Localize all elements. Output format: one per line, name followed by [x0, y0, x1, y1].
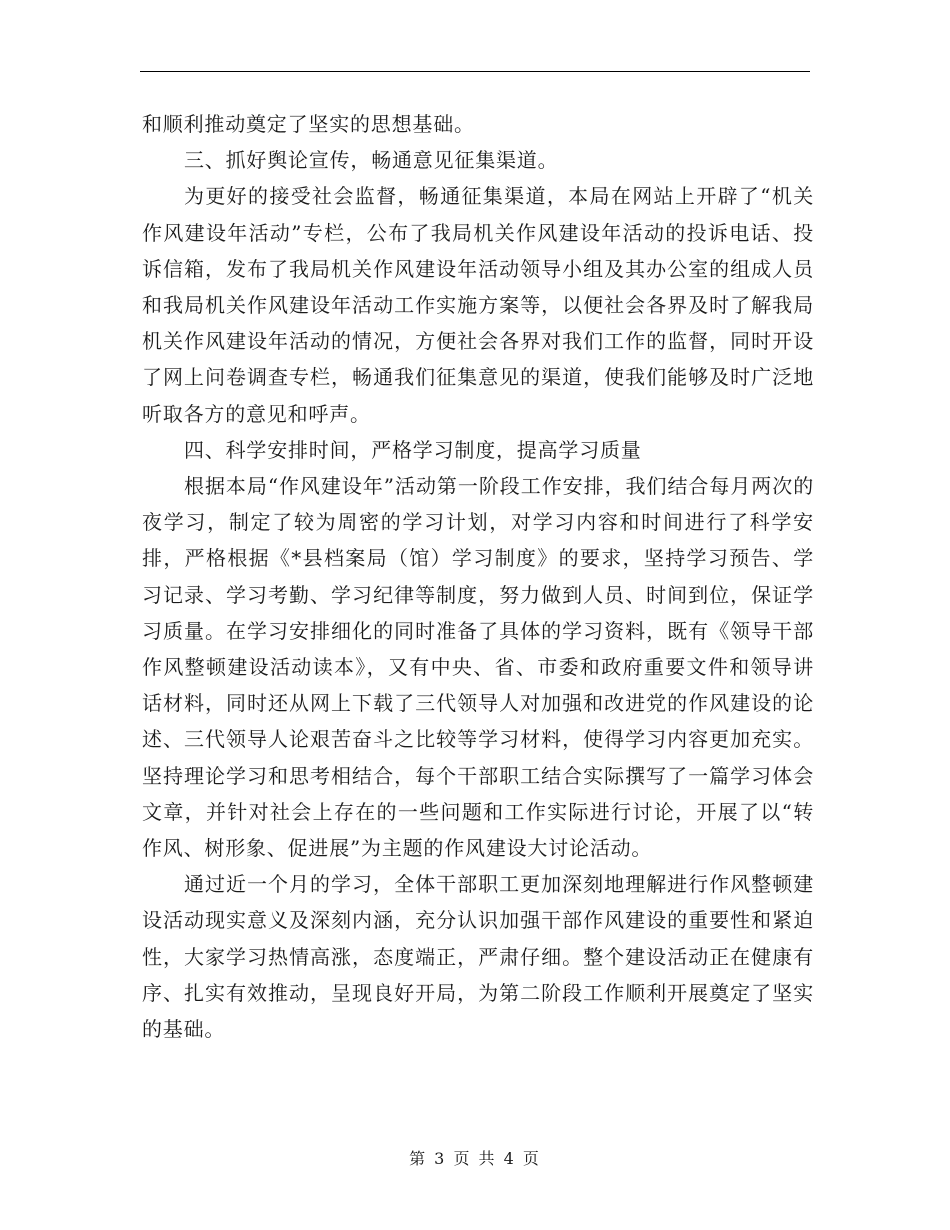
paragraph-public-supervision: 为更好的接受社会监督，畅通征集渠道，本局在网站上开辟了“机关作风建设年活动”专栏，公布了我局机关作风建设年活动的投诉电话、投诉信箱，发布了我局机关作风建设年活动领导小组及其办公室的组成人员和我局机关作风建设年活动工作实施方案等，以便社会各界及时了解我局机关作风建设年活动的情况，方便社会各界对我们工作的监督，同时开设了网上问卷调查专栏，畅通我们征集意见的渠道，使我们能够及时广泛地听取各方的意见和呼声。 [142, 184, 814, 426]
section-heading-3: 三、抓好舆论宣传，畅通意见征集渠道。 [184, 148, 559, 173]
section-heading-4: 四、科学安排时间，严格学习制度，提高学习质量 [184, 437, 642, 462]
paragraph-continuation: 和顺利推动奠定了坚实的思想基础。 [142, 112, 475, 136]
page-number-footer: 第 3 页 共 4 页 [409, 1149, 541, 1168]
paragraph-study-arrangement: 根据本局“作风建设年”活动第一阶段工作安排，我们结合每月两次的夜学习，制定了较为周密的学习计划，对学习内容和时间进行了科学安排，严格根据《*县档案局（馆）学习制度》的要求，坚持学习预告、学习记录、学习考勤、学习纪律等制度，努力做到人员、时间到位，保证学习质量。在学习安排细化的同时准备了具体的学习资料，既有《领导干部作风整顿建设活动读本》，又有中央、省、市委和政府重要文件和领导讲话材料，同时还从网上下载了三代领导人对加强和改进党的作风建设的论述、三代领导人论艰苦奋斗之比较等学习材料，使得学习内容更加充实。坚持理论学习和思考相结合，每个干部职工结合实际撰写了一篇学习体会文章，并针对社会上存在的一些问题和工作实际进行讨论，开展了以“转作风、树形象、促进展”为主题的作风建设大讨论活动。 [142, 474, 814, 861]
document-body [142, 106, 814, 1047]
paragraph-study-results: 通过近一个月的学习，全体干部职工更加深刻地理解进行作风整顿建设活动现实意义及深刻内涵，充分认识加强干部作风建设的重要性和紧迫性，大家学习热情高涨，态度端正，严肃仔细。整个建设活动正在健康有序、扎实有效推动，呈现良好开局，为第二阶段工作顺利开展奠定了坚实的基础。 [142, 872, 814, 1042]
header-rule [140, 71, 810, 72]
